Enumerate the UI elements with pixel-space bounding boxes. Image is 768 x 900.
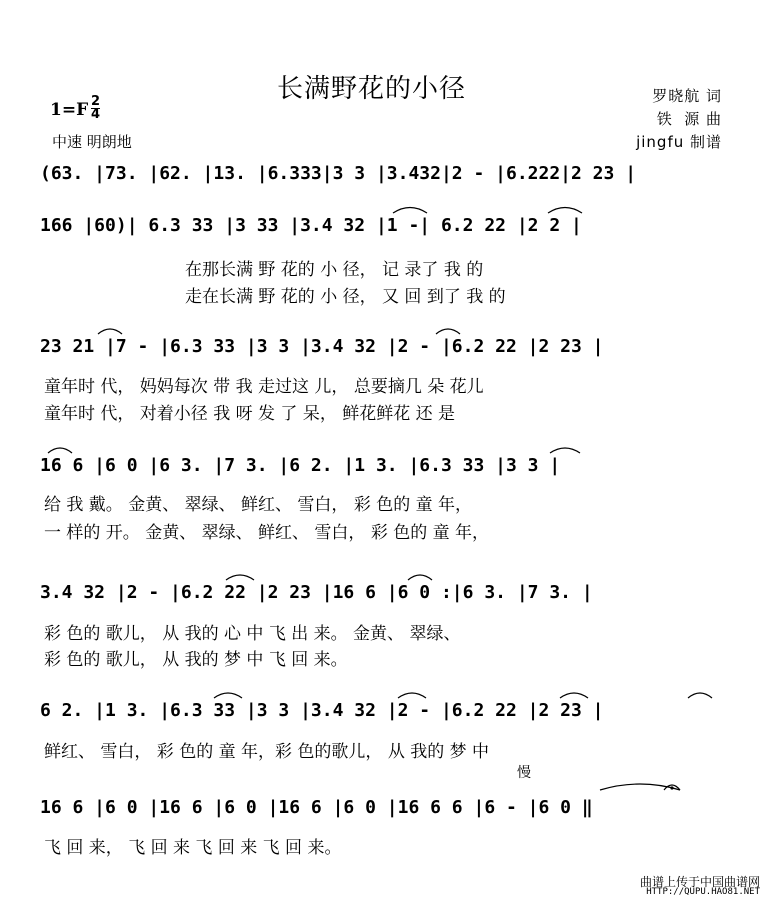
tie-mark xyxy=(688,693,712,698)
composer-credit: 铁 源 曲 xyxy=(656,110,722,128)
lyric-line-2a: 在那长满 野 花的 小 径， 记 录了 我 的 xyxy=(185,260,484,280)
tie-mark xyxy=(393,208,427,214)
notation-line-1: (63. |73. |62. |13. |6.333|3 3 |3.432|2 - |6.222|2 23 | xyxy=(40,163,637,184)
lyric-line-7a: 飞 回 来， 飞 回 来 飞 回 来 飞 回 来。 xyxy=(44,838,342,858)
tie-mark xyxy=(398,693,426,698)
slow-marking: 慢 xyxy=(517,765,531,781)
tie-mark xyxy=(548,208,582,214)
notation-line-4: 16 6 |6 0 |6 3. |7 3. |6 2. |1 3. |6.3 33 |3 3 | xyxy=(40,455,561,476)
lyric-line-3b: 童年时 代， 对着小径 我 呀 发 了 呆， 鲜花鲜花 还 是 xyxy=(44,404,456,424)
key-signature: 1=F xyxy=(50,100,89,120)
song-title: 长满野花的小径 xyxy=(277,74,467,104)
notation-line-3: 23 21 |7 - |6.3 33 |3 3 |3.4 32 |2 - |6.2 22 |2 23 | xyxy=(40,336,604,357)
lyric-line-5a: 彩 色的 歌儿， 从 我的 心 中 飞 出 来。 金黄、 翠绿、 xyxy=(44,624,461,644)
notation-line-7: 16 6 |6 0 |16 6 |6 0 |16 6 |6 0 |16 6 6 |6 - |6 0 ‖ xyxy=(40,797,593,818)
tie-mark xyxy=(98,329,122,334)
arranger-credit: jingfu 制谱 xyxy=(636,133,722,151)
tie-mark xyxy=(408,575,432,580)
lyric-line-2b: 走在长满 野 花的 小 径， 又 回 到了 我 的 xyxy=(185,287,506,307)
notation-line-2: 166 |60)| 6.3 33 |3 33 |3.4 32 |1 -| 6.2 22 |2 2 | xyxy=(40,215,582,236)
tie-mark xyxy=(550,448,580,453)
lyric-line-6a: 鲜红、 雪白， 彩 色的 童 年，彩 色的歌儿， 从 我的 梦 中 xyxy=(44,742,490,762)
tempo-marking: 中速 明朗地 xyxy=(52,133,132,151)
lyric-line-4a: 给 我 戴。 金黄、 翠绿、 鲜红、 雪白， 彩 色的 童 年， xyxy=(44,495,473,515)
fermata-dot xyxy=(670,786,673,789)
lyric-line-4b: 一 样的 开。 金黄、 翠绿、 鲜红、 雪白， 彩 色的 童 年， xyxy=(44,523,490,543)
lyricist-credit: 罗晓航 词 xyxy=(652,87,722,105)
time-signature: 2 4 xyxy=(91,94,101,122)
site-watermark: 曲谱上传于中国曲谱网 xyxy=(639,875,760,889)
tie-mark xyxy=(214,693,242,698)
tie-mark xyxy=(560,693,588,698)
tie-mark xyxy=(600,784,680,790)
lyric-line-5b: 彩 色的 歌儿， 从 我的 梦 中 飞 回 来。 xyxy=(44,650,348,670)
lyric-line-3a: 童年时 代， 妈妈每次 带 我 走过这 儿， 总要摘几 朵 花儿 xyxy=(44,377,484,397)
tie-mark xyxy=(48,448,72,453)
tie-mark xyxy=(226,575,254,580)
notation-line-5: 3.4 32 |2 - |6.2 22 |2 23 |16 6 |6 0 :|6 3. |7 3. | xyxy=(40,582,593,603)
notation-line-6: 6 2. |1 3. |6.3 33 |3 3 |3.4 32 |2 - |6.2 22 |2 23 | xyxy=(40,700,604,721)
site-url: HTTP://QUPU.HAO81.NET xyxy=(646,887,760,897)
tie-mark xyxy=(436,329,460,334)
